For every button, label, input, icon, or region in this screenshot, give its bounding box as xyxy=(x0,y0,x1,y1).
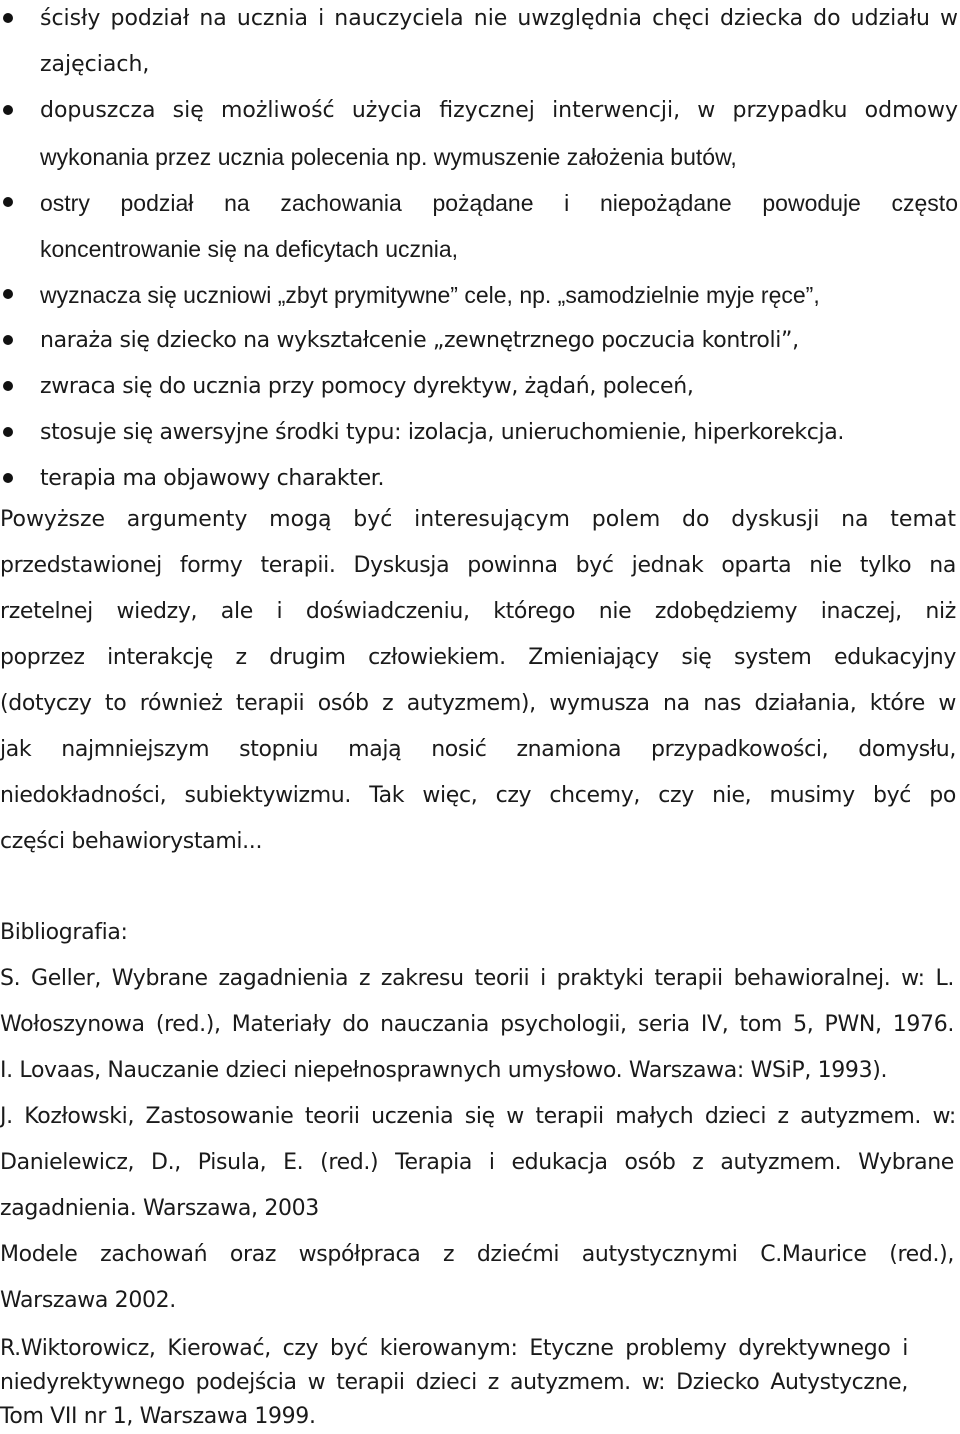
bibliography-line: zagadnienia. Warszawa, 2003 xyxy=(0,1196,319,1221)
bullet-icon xyxy=(3,427,13,437)
bullet-line: wykonania przez ucznia polecenia np. wymuszenie założenia butów, xyxy=(40,144,737,170)
conclusion-line: jak najmniejszym stopniu mają nosić znamiona przypadkowości, domysłu, xyxy=(0,737,956,762)
conclusion-line: (dotyczy to również terapii osób z autyzmem), wymusza na nas działania, które w xyxy=(0,691,956,716)
bibliography-line: R.Wiktorowicz, Kierować, czy być kierowanym: Etyczne problemy dyrektywnego i xyxy=(0,1336,908,1361)
bibliography-line: Warszawa 2002. xyxy=(0,1288,176,1313)
bullet-icon xyxy=(3,105,13,115)
bibliography-line: I. Lovaas, Nauczanie dzieci niepełnosprawnych umysłowo. Warszawa: WSiP, 1993). xyxy=(0,1058,888,1083)
bullet-item xyxy=(0,180,960,272)
bibliography-heading xyxy=(0,910,960,956)
bullet-item xyxy=(0,88,960,180)
bullet-item xyxy=(0,364,960,410)
bullet-line: dopuszcza się możliwość użycia fizycznej interwencji, w przypadku odmowy xyxy=(40,98,958,123)
bullet-item xyxy=(0,456,960,502)
bullet-item xyxy=(0,272,960,318)
bullet-icon xyxy=(3,381,13,391)
bullet-icon xyxy=(3,335,13,345)
bullet-line: terapia ma objawowy charakter. xyxy=(40,466,385,491)
conclusion-line: przedstawionej formy terapii. Dyskusja powinna być jednak oparta nie tylko na xyxy=(0,553,956,578)
bullet-item xyxy=(0,0,960,88)
bullet-line: zajęciach, xyxy=(40,52,150,77)
bullet-item xyxy=(0,410,960,456)
conclusion-paragraph xyxy=(0,497,960,865)
bibliography-title: Bibliografia: xyxy=(0,920,128,945)
bullet-item xyxy=(0,318,960,364)
bullet-line: ostry podział na zachowania pożądane i niepożądane powoduje często xyxy=(40,190,958,216)
bullet-line: zwraca się do ucznia przy pomocy dyrektyw, żądań, poleceń, xyxy=(40,374,694,399)
bibliography-line: S. Geller, Wybrane zagadnienia z zakresu teorii i praktyki terapii behawioralnej. w: L. xyxy=(0,966,954,991)
conclusion-line: poprzez interakcję z drugim człowiekiem. Zmieniający się system edukacyjny xyxy=(0,645,956,670)
bibliography-line: Modele zachowań oraz współpraca z dziećmi autystycznymi C.Maurice (red.), xyxy=(0,1242,954,1267)
bibliography-line: J. Kozłowski, Zastosowanie teorii uczenia się w terapii małych dzieci z autyzmem. w: xyxy=(0,1104,956,1129)
bibliography-line: Tom VII nr 1, Warszawa 1999. xyxy=(0,1404,316,1429)
conclusion-line: Powyższe argumenty mogą być interesującym polem do dyskusji na temat xyxy=(0,507,956,532)
bullet-icon xyxy=(3,197,13,207)
bullet-icon xyxy=(3,289,13,299)
bibliography-line: Wołoszynowa (red.), Materiały do nauczania psychologii, seria IV, tom 5, PWN, 1976. xyxy=(0,1012,954,1037)
bullet-icon xyxy=(3,13,13,23)
bullet-icon xyxy=(3,473,13,483)
bullet-line: ścisły podział na ucznia i nauczyciela nie uwzględnia chęci dziecka do udziału w xyxy=(40,6,958,31)
bullet-line: naraża się dziecko na wykształcenie „zewnętrznego poczucia kontroli”, xyxy=(40,328,799,353)
conclusion-line: części behawiorystami... xyxy=(0,829,263,854)
conclusion-line: rzetelnej wiedzy, ale i doświadczeniu, którego nie zdobędziemy inaczej, niż xyxy=(0,599,956,624)
bibliography-list xyxy=(0,956,960,1434)
bullet-line: koncentrowanie się na deficytach ucznia, xyxy=(40,236,459,262)
bibliography-line: niedyrektywnego podejścia w terapii dzieci z autyzmem. w: Dziecko Autystyczne, xyxy=(0,1370,908,1395)
conclusion-line: niedokładności, subiektywizmu. Tak więc, czy chcemy, czy nie, musimy być po xyxy=(0,783,956,808)
bullet-list xyxy=(0,0,960,502)
bullet-line: stosuje się awersyjne środki typu: izolacja, unieruchomienie, hiperkorekcja. xyxy=(40,420,845,445)
bullet-line: wyznacza się uczniowi „zbyt prymitywne” cele, np. „samodzielnie myje ręce”, xyxy=(40,282,820,308)
bibliography-line: Danielewicz, D., Pisula, E. (red.) Terapia i edukacja osób z autyzmem. Wybrane xyxy=(0,1150,954,1175)
